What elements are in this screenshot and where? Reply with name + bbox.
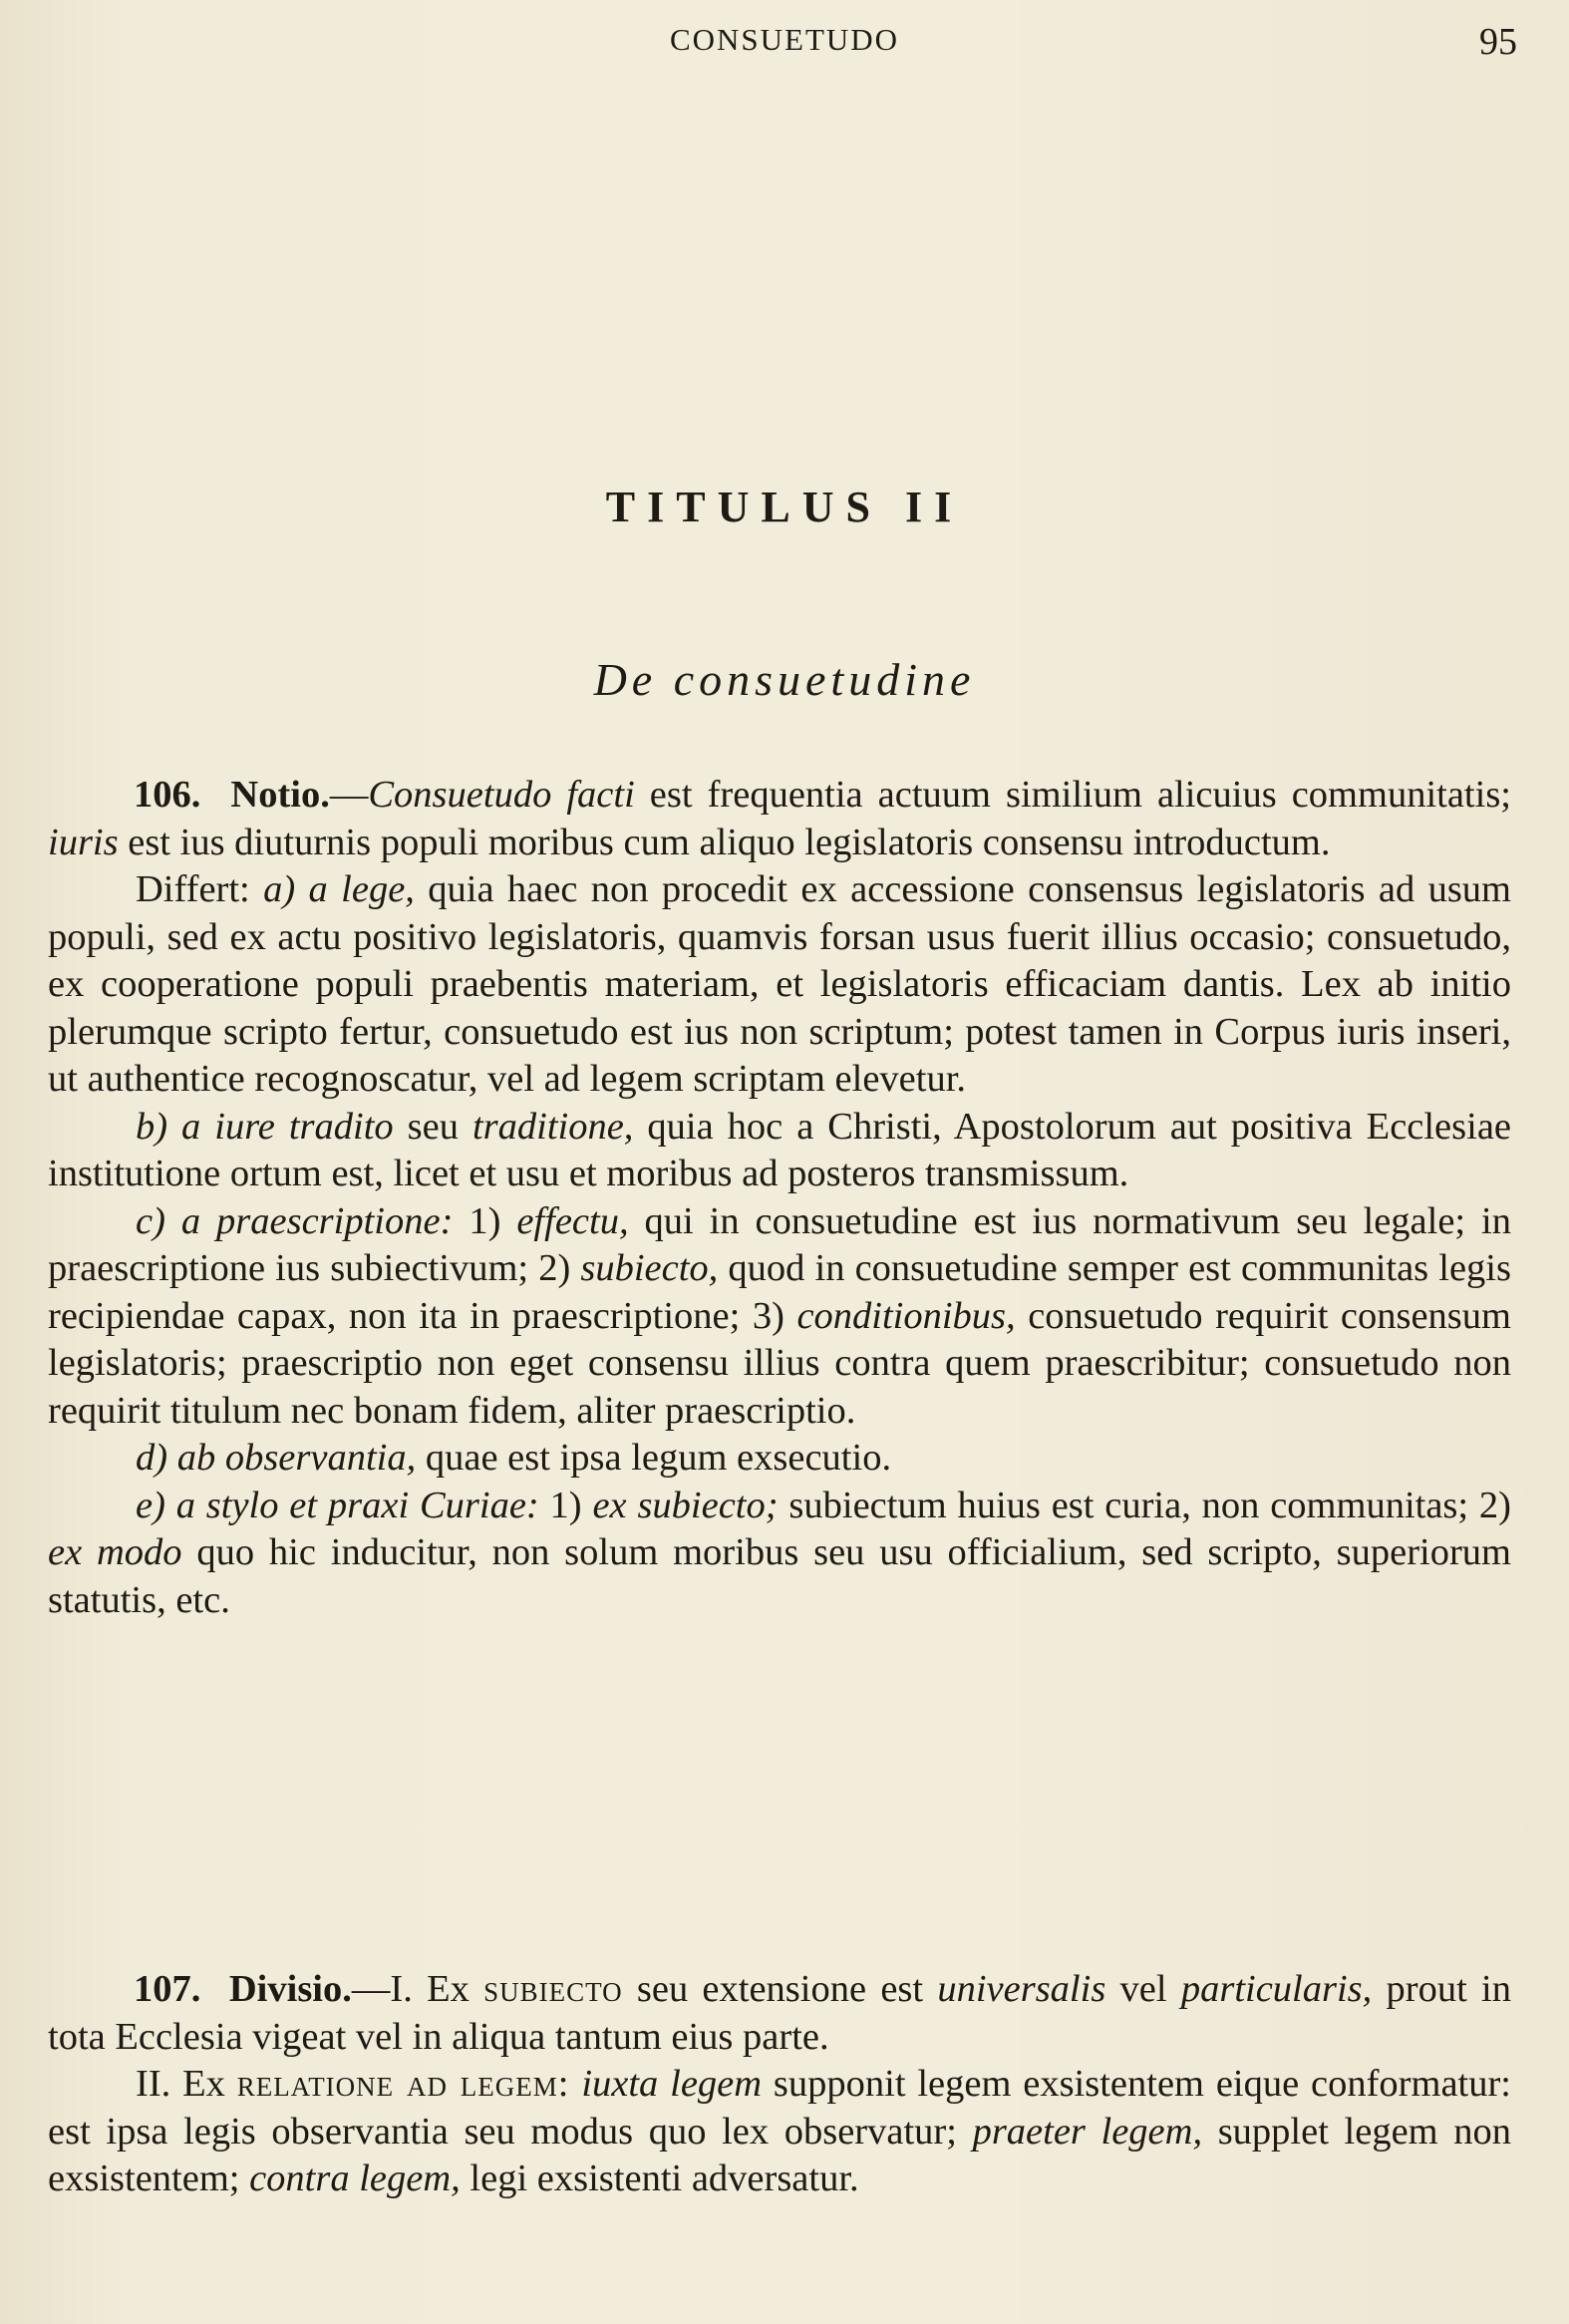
text-run: quae est ipsa legum exsecutio. [416,1437,892,1479]
text-run: qui in consuetudine est ius normativum seu legale; in praescriptione ius subiectivum; 2) [48,1199,1511,1289]
paragraph-a [48,866,1511,1104]
section-number: 106. [134,774,201,816]
term-ex-subiecto: ex subiecto; [592,1484,779,1526]
text-run [570,2063,582,2105]
item-e-label: e) a stylo et praxi Curiae: [136,1484,539,1526]
em-dash: — [329,774,369,816]
running-head [0,20,1569,70]
text-run: est ius diuturnis populi moribus cum aliquo legislatoris consensu introductum. [118,821,1331,863]
paragraph-d [48,1435,1511,1483]
page-number: 95 [1479,21,1517,63]
text-run: supplet legem non exsistentem; [48,2110,1511,2199]
em-dash: — [351,1968,391,2010]
paragraph-notio [48,772,1511,866]
text-run: Differt: [136,868,264,910]
section-107 [48,1966,1511,2203]
text-run: quo hic inducitur, non solum moribus seu usu officialium, sed scripto, superiorum statutis, etc. [48,1531,1512,1621]
term-effectu: effectu, [516,1199,629,1242]
text-run: vel [1105,1968,1181,2010]
term-traditione: traditione, [471,1105,634,1148]
paragraph-divisio-ii [48,2061,1511,2203]
text-run: II. Ex [136,2063,237,2105]
text-run: supponit legem exsistentem eique conformatur: est ipsa legis observantia seu modus quo lex observatur; [48,2063,1511,2153]
small-caps-subiecto: subiecto [483,1968,623,2010]
term-conditionibus: conditionibus, [796,1294,1016,1337]
section-number: 107. [134,1968,201,2010]
item-b-label: b) a iure tradito [136,1105,394,1148]
paragraph-e [48,1483,1511,1625]
text-run: I. Ex [390,1968,484,2010]
term-ex-modo: ex modo [48,1531,182,1573]
text-run: 1) [453,1199,517,1242]
small-caps-relatione: relatione ad legem: [236,2063,570,2105]
item-c-label: c) a praescriptione: [136,1199,454,1242]
text-run: quod in consuetudine semper est communitas legis recipiendae capax, non ita in praescriptione; 3) [48,1247,1511,1337]
titulus-heading: TITULUS II [605,483,964,531]
term-contra-legem: contra legem, [249,2158,461,2199]
section-heading: Divisio. [228,1968,352,2010]
section-subtitle: De consuetudine [593,654,976,705]
text-run: est frequentia actuum similium alicuius communitatis; [634,774,1511,816]
term-particularis: particularis, [1180,1968,1373,2010]
term-iuris: iuris [48,821,119,863]
running-title: CONSUETUDO [669,22,900,57]
text-run: subiectum huius est curia, non communitas; 2) [778,1484,1511,1526]
section-106 [48,772,1511,1624]
term-praeter-legem: praeter legem, [972,2110,1203,2153]
paragraph-c [48,1198,1511,1436]
paragraph-divisio-i [48,1966,1511,2061]
section-heading: Notio. [230,774,330,816]
term-universalis: universalis [937,1968,1106,2010]
term-consuetudo-facti: Consuetudo facti [368,774,635,816]
text-run: seu extensione est [622,1968,938,2010]
term-subiecto: subiecto, [580,1247,719,1289]
item-d-label: d) ab observantia, [136,1437,417,1479]
text-run: seu [393,1105,472,1148]
text-run: quia haec non procedit ex accessione consensus legislatoris ad usum populi, sed ex actu positivo legislatoris, quamvis forsan usus fuerit illius occasio; consuetudo, ex cooperatione populi praebentis materiam, et legislatoris efficaciam dantis. Lex ab initio plerumque scripto fertur, consuetudo est ius non scriptum; potest tamen in Corpus iuris inseri, ut authentice recognoscatur, vel ad legem scriptam elevetur. [48,868,1512,1100]
text-run: quia hoc a Christi, Apostolorum aut positiva Ecclesiae institutione ortum est, licet et usu et moribus ad posteros transmissum. [48,1105,1512,1194]
text-run: consuetudo requirit consensum legislatoris; praescriptio non eget consensu illius contra quem praescribitur; consuetudo non requirit titulum nec bonam fidem, aliter praescriptio. [48,1294,1511,1432]
paragraph-b [48,1104,1511,1198]
term-iuxta-legem: iuxta legem [581,2063,763,2105]
text-run: 1) [538,1484,593,1526]
item-a-label: a) a lege, [263,868,415,910]
text-run: prout in tota Ecclesia vigeat vel in aliqua tantum eius parte. [48,1968,1512,2058]
text-run: legi exsistenti adversatur. [460,2158,859,2199]
